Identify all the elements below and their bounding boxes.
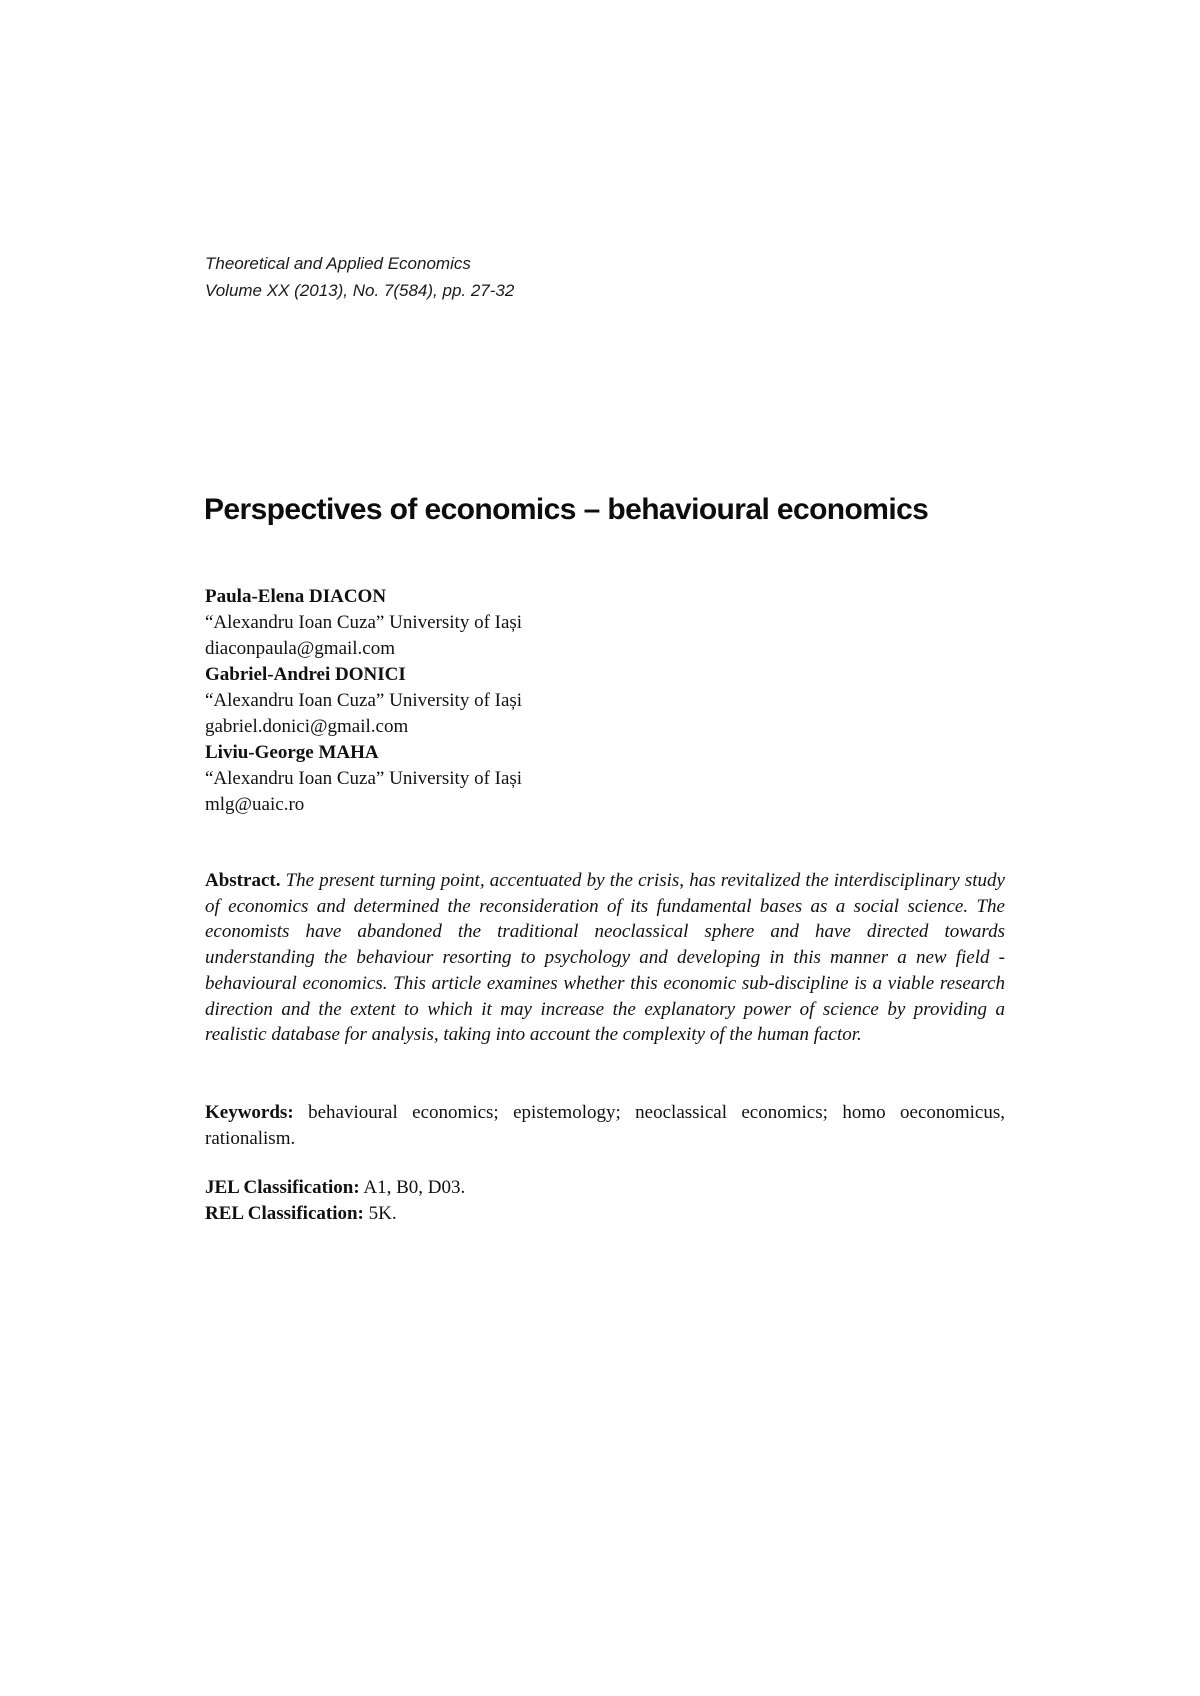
classification-block (205, 1175, 465, 1227)
jel-classification (205, 1175, 465, 1201)
paper-title: Perspectives of economics – behavioural economics (204, 493, 929, 526)
author-list (205, 584, 522, 818)
abstract-paragraph (205, 868, 1005, 1048)
keywords-paragraph (205, 1100, 1005, 1152)
abstract-label: Abstract. (205, 870, 281, 891)
author-block (205, 662, 522, 740)
author-name: Liviu-George MAHA (205, 742, 379, 763)
journal-name: Theoretical and Applied Economics (205, 254, 471, 273)
jel-label: JEL Classification: (205, 1177, 360, 1198)
author-email: mlg@uaic.ro (205, 794, 305, 815)
author-block (205, 740, 522, 818)
author-affiliation: “Alexandru Ioan Cuza” University of Iași (205, 768, 523, 789)
jel-value: A1, B0, D03. (363, 1177, 466, 1198)
keywords-text: behavioural economics; epistemology; neoclassical economics; homo oeconomicus, rationalism. (205, 1102, 1006, 1149)
author-block (205, 584, 522, 662)
author-email: diaconpaula@gmail.com (205, 638, 396, 659)
author-affiliation: “Alexandru Ioan Cuza” University of Iași (205, 612, 523, 633)
keywords-label: Keywords: (205, 1102, 294, 1123)
rel-label: REL Classification: (205, 1203, 364, 1224)
rel-value: 5K. (368, 1203, 397, 1224)
rel-classification (205, 1201, 465, 1227)
journal-issue: Volume XX (2013), No. 7(584), pp. 27-32 (205, 281, 515, 300)
author-name: Gabriel-Andrei DONICI (205, 664, 406, 685)
author-name: Paula-Elena DIACON (205, 586, 387, 607)
author-email: gabriel.donici@gmail.com (205, 716, 409, 737)
author-affiliation: “Alexandru Ioan Cuza” University of Iași (205, 690, 523, 711)
abstract-text: The present turning point, accentuated by the crisis, has revitalized the interdisciplinary study of economics and determined the reconsideration of its fundamental bases as a social science. The economists have abandoned the traditional neoclassical sphere and have directed towards understanding the behaviour resorting to psychology and developing in this manner a new field - behavioural economics. This article examines whether this economic sub-discipline is a viable research direction and the extent to which it may increase the explanatory power of science by providing a realistic database for analysis, taking into account the complexity of the human factor. (205, 870, 1005, 1046)
journal-header (205, 250, 514, 304)
